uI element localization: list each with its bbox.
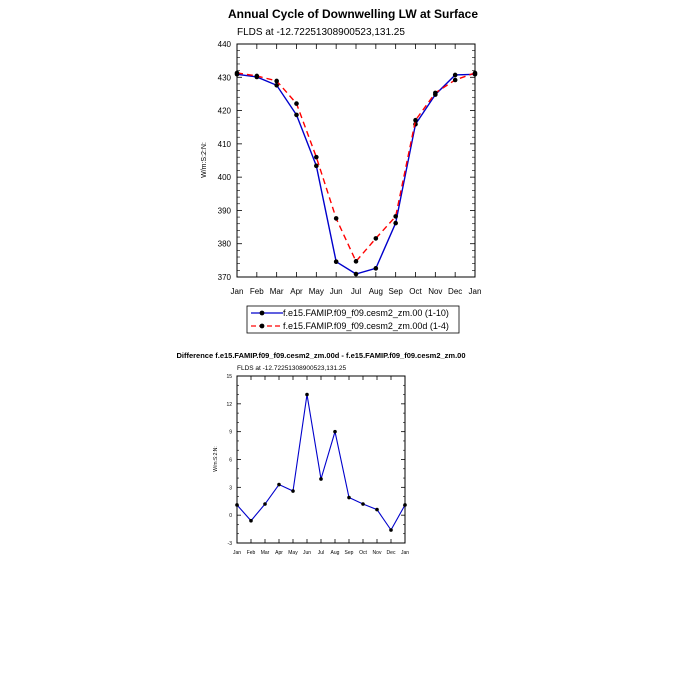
- y-tick-label: 6: [229, 457, 232, 464]
- data-point: [433, 91, 438, 96]
- x-tick-label: Jun: [302, 550, 312, 556]
- legend-marker-series-1: [260, 311, 265, 316]
- y-tick-label: 0: [229, 513, 232, 520]
- plot-frame: [237, 44, 475, 277]
- data-point: [333, 430, 337, 434]
- data-point: [334, 259, 339, 264]
- x-tick-label: Mar: [269, 287, 284, 296]
- data-point: [374, 236, 379, 241]
- y-tick-label: 440: [217, 40, 231, 49]
- x-tick-label: Nov: [428, 287, 443, 296]
- x-tick-label: Jun: [329, 287, 343, 296]
- chart-title: Annual Cycle of Downwelling LW at Surface: [227, 7, 479, 21]
- data-point: [473, 71, 478, 76]
- y-tick-label: 400: [217, 173, 231, 183]
- data-point: [403, 503, 407, 507]
- data-point: [235, 503, 239, 507]
- data-point: [393, 221, 398, 226]
- x-tick-label: May: [308, 287, 324, 296]
- x-tick-label: Feb: [246, 550, 256, 556]
- x-tick-label: Aug: [368, 287, 383, 296]
- x-tick-label: Oct: [359, 550, 367, 556]
- series-line-1: [237, 395, 405, 530]
- data-point: [294, 101, 299, 106]
- x-tick-label: Jul: [350, 287, 362, 296]
- x-tick-label: Jul: [317, 550, 325, 556]
- diff-series-group: [235, 393, 407, 532]
- data-point: [354, 272, 359, 277]
- data-point: [249, 519, 253, 523]
- data-point: [389, 528, 393, 532]
- diff-plot-frame: [237, 376, 405, 543]
- series-line-1: [237, 74, 475, 274]
- chart-subtitle: FLDS at -12.72251308900523,131.25: [237, 27, 405, 38]
- x-tick-label: Dec: [386, 550, 396, 556]
- x-tick-label: Feb: [249, 287, 264, 296]
- x-tick-label: Sep: [344, 550, 354, 556]
- data-point: [334, 216, 339, 221]
- data-point: [235, 71, 240, 76]
- x-tick-label: Jan: [230, 287, 244, 296]
- x-tick-label: Apr: [290, 287, 303, 296]
- y-tick-label: 9: [229, 429, 232, 436]
- y-tick-label: 15: [226, 374, 232, 380]
- diff-axes: [226, 374, 409, 556]
- y-tick-label: 3: [229, 485, 232, 492]
- y-tick-label: -3: [227, 541, 232, 547]
- data-point: [453, 73, 458, 78]
- y-tick-label: 390: [217, 206, 231, 216]
- y-axis-label: W/m:S:2:N:: [201, 142, 208, 178]
- x-tick-label: Aug: [330, 550, 340, 556]
- x-tick-label: Jan: [232, 550, 242, 556]
- series-line-2: [237, 73, 475, 261]
- data-point: [319, 477, 323, 481]
- data-point: [453, 78, 458, 83]
- data-point: [263, 502, 267, 506]
- x-tick-label: Mar: [260, 550, 270, 556]
- x-tick-label: Apr: [275, 550, 283, 556]
- x-tick-label: Dec: [448, 287, 463, 296]
- series-group: [235, 71, 478, 277]
- data-point: [255, 74, 260, 79]
- diff-chart-subtitle: FLDS at -12.72251308900523,131.25: [237, 365, 347, 372]
- data-point: [274, 79, 279, 84]
- data-point: [413, 118, 418, 123]
- legend-marker-series-2: [260, 324, 265, 329]
- data-point: [354, 259, 359, 264]
- data-point: [347, 496, 351, 500]
- y-tick-label: 410: [217, 139, 231, 149]
- data-point: [305, 393, 309, 397]
- y-tick-label: 380: [217, 239, 231, 249]
- data-point: [393, 214, 398, 219]
- x-tick-label: May: [288, 550, 298, 556]
- data-point: [277, 483, 281, 487]
- data-point: [374, 266, 379, 271]
- data-point: [314, 155, 319, 160]
- x-tick-label: Jan: [400, 550, 410, 556]
- data-point: [291, 489, 295, 493]
- data-point: [375, 508, 379, 512]
- diff-y-axis-label: W/m:S:2:N:: [213, 446, 219, 472]
- y-tick-label: 370: [217, 273, 231, 282]
- data-point: [294, 113, 299, 118]
- y-tick-label: 430: [217, 73, 231, 83]
- chart-difference: [176, 351, 465, 556]
- legend-label-series-2: f.e15.FAMIP.f09_f09.cesm2_zm.00d (1-4): [283, 321, 449, 331]
- x-tick-label: Jan: [468, 287, 482, 296]
- legend-label-series-1: f.e15.FAMIP.f09_f09.cesm2_zm.00 (1-10): [283, 308, 449, 318]
- legend: [247, 306, 459, 333]
- chart-main: [201, 7, 481, 333]
- y-tick-label: 12: [226, 401, 232, 408]
- x-tick-label: Nov: [372, 550, 382, 556]
- x-tick-label: Oct: [409, 287, 422, 296]
- data-point: [361, 502, 365, 506]
- y-tick-label: 420: [217, 106, 231, 116]
- diff-chart-title: Difference f.e15.FAMIP.f09_f09.cesm2_zm.00d - f.e15.FAMIP.f09_f09.cesm2_zm.00: [176, 351, 466, 360]
- x-tick-label: Sep: [388, 287, 403, 296]
